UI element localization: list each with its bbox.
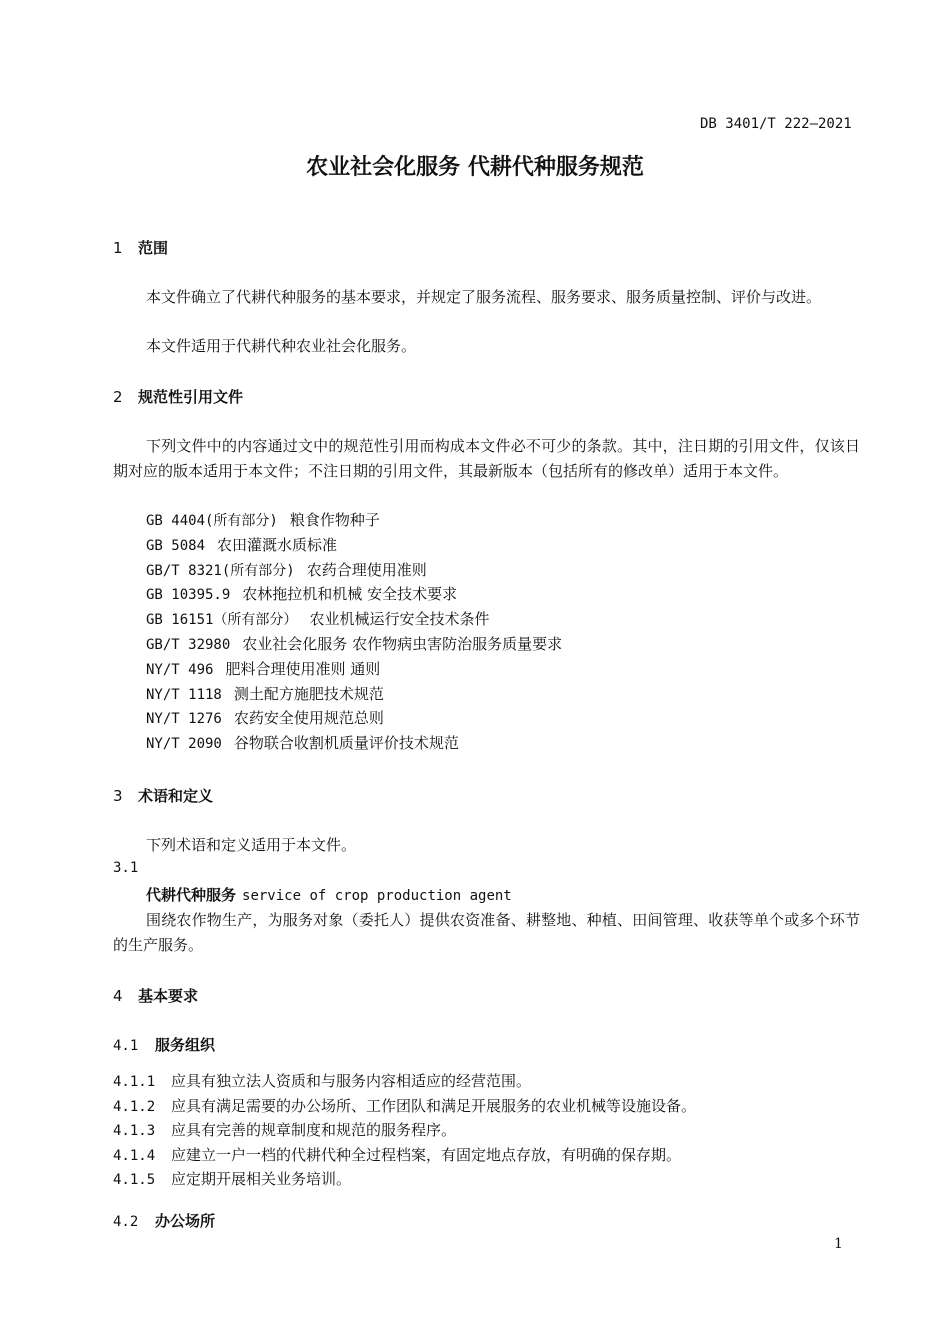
reference-code: GB 5084: [146, 537, 206, 554]
section-title: 术语和定义: [138, 787, 214, 805]
reference-title: 农药安全使用规范总则: [233, 709, 384, 728]
item-text: 应定期开展相关业务培训。: [171, 1170, 352, 1189]
reference-title: 粮食作物种子: [289, 511, 380, 529]
subsection-title: 办公场所: [155, 1212, 216, 1230]
reference-title: 测土配方施肥技术规范: [233, 684, 384, 703]
reference-item: [146, 608, 562, 633]
reference-code: GB/T 8321(所有部分): [146, 562, 295, 579]
reference-item: [146, 583, 562, 608]
normative-references-intro: 下列文件中的内容通过文中的规范性引用而构成本文件必不可少的条款。其中，注日期的引用文件，仅该日期对应的版本适用于本文件；不注日期的引用文件，其最新版本（包括所有的修改单）适用于本文件。: [113, 437, 860, 480]
subsection-title: 服务组织: [155, 1036, 216, 1054]
reference-code: GB 4404(所有部分): [146, 513, 278, 529]
item-number: 4.1.4: [113, 1147, 156, 1164]
reference-code: GB/T 32980: [146, 636, 231, 653]
section-4-heading: [113, 985, 198, 1006]
item-text: 应建立一户一档的代耕代种全过程档案，有固定地点存放，有明确的保存期。: [171, 1145, 682, 1164]
section-number: 3: [113, 787, 123, 805]
section-2-heading: [113, 386, 243, 407]
item-number: 4.1.1: [113, 1074, 156, 1090]
requirement-item: [113, 1144, 696, 1169]
page-number: 1: [834, 1236, 843, 1252]
section-number: 1: [113, 239, 123, 257]
reference-item: [146, 732, 562, 757]
reference-code: NY/T 1118: [146, 686, 222, 703]
scope-paragraph-2: 本文件适用于代耕代种农业社会化服务。: [146, 337, 417, 355]
reference-code: NY/T 2090: [146, 736, 222, 753]
document-title: 农业社会化服务 代耕代种服务规范: [306, 155, 644, 180]
item-number: 4.1.3: [113, 1123, 156, 1140]
term-heading: [146, 884, 512, 905]
subsection-number: 4.1: [113, 1038, 139, 1054]
subsection-4-2-heading: [113, 1210, 215, 1231]
reference-item: [146, 559, 562, 584]
requirement-item: [113, 1119, 696, 1144]
reference-item: [146, 534, 562, 559]
section-title: 基本要求: [138, 987, 199, 1005]
item-text: 应具有完善的规章制度和规范的服务程序。: [171, 1121, 457, 1140]
item-number: 4.1.5: [113, 1172, 156, 1189]
requirement-item: [113, 1168, 696, 1193]
reference-code: GB 16151（所有部分）: [146, 612, 298, 629]
reference-title: 谷物联合收割机质量评价技术规范: [233, 734, 459, 753]
requirement-item: [113, 1095, 696, 1120]
reference-item: [146, 658, 562, 683]
requirement-item: [113, 1070, 696, 1095]
requirement-list: [113, 1070, 696, 1193]
item-text: 应具有满足需要的办公场所、工作团队和满足开展服务的农业机械等设施设备。: [171, 1096, 697, 1115]
reference-code: GB 10395.9: [146, 587, 231, 604]
section-3-heading: [113, 785, 213, 806]
reference-title: 农业社会化服务 农作物病虫害防治服务质量要求: [242, 634, 563, 653]
item-number: 4.1.2: [113, 1098, 156, 1115]
section-number: 4: [113, 987, 123, 1005]
reference-item: [146, 509, 562, 534]
reference-list: [146, 509, 562, 757]
reference-title: 肥料合理使用准则 通则: [225, 659, 381, 678]
reference-item: [146, 633, 562, 658]
terms-intro: 下列术语和定义适用于本文件。: [146, 836, 357, 854]
term-chinese: 代耕代种服务: [146, 886, 237, 904]
section-1-heading: [113, 237, 168, 258]
reference-code: NY/T 496: [146, 661, 214, 678]
section-title: 范围: [138, 239, 169, 257]
reference-title: 农林拖拉机和机械 安全技术要求: [242, 585, 458, 604]
reference-code: NY/T 1276: [146, 711, 222, 728]
section-title: 规范性引用文件: [138, 388, 244, 406]
subsection-number: 4.2: [113, 1214, 139, 1230]
subsection-4-1-heading: [113, 1034, 215, 1055]
reference-item: [146, 707, 562, 732]
reference-item: [146, 683, 562, 708]
reference-title: 农业机械运行安全技术条件: [309, 610, 490, 629]
item-text: 应具有独立法人资质和与服务内容相适应的经营范围。: [171, 1072, 532, 1090]
term-number: 3.1: [113, 860, 139, 876]
term-definition: 围绕农作物生产，为服务对象（委托人）提供农资准备、耕整地、种植、田间管理、收获等单个或多个环节的生产服务。: [113, 911, 860, 954]
scope-paragraph-1: 本文件确立了代耕代种服务的基本要求，并规定了服务流程、服务要求、服务质量控制、评价与改进。: [146, 288, 822, 306]
reference-title: 农田灌溉水质标准: [217, 535, 338, 554]
reference-title: 农药合理使用准则: [306, 560, 427, 579]
section-number: 2: [113, 388, 123, 406]
term-english: service of crop production agent: [242, 888, 512, 904]
document-number: DB 3401/T 222—2021: [700, 116, 852, 132]
